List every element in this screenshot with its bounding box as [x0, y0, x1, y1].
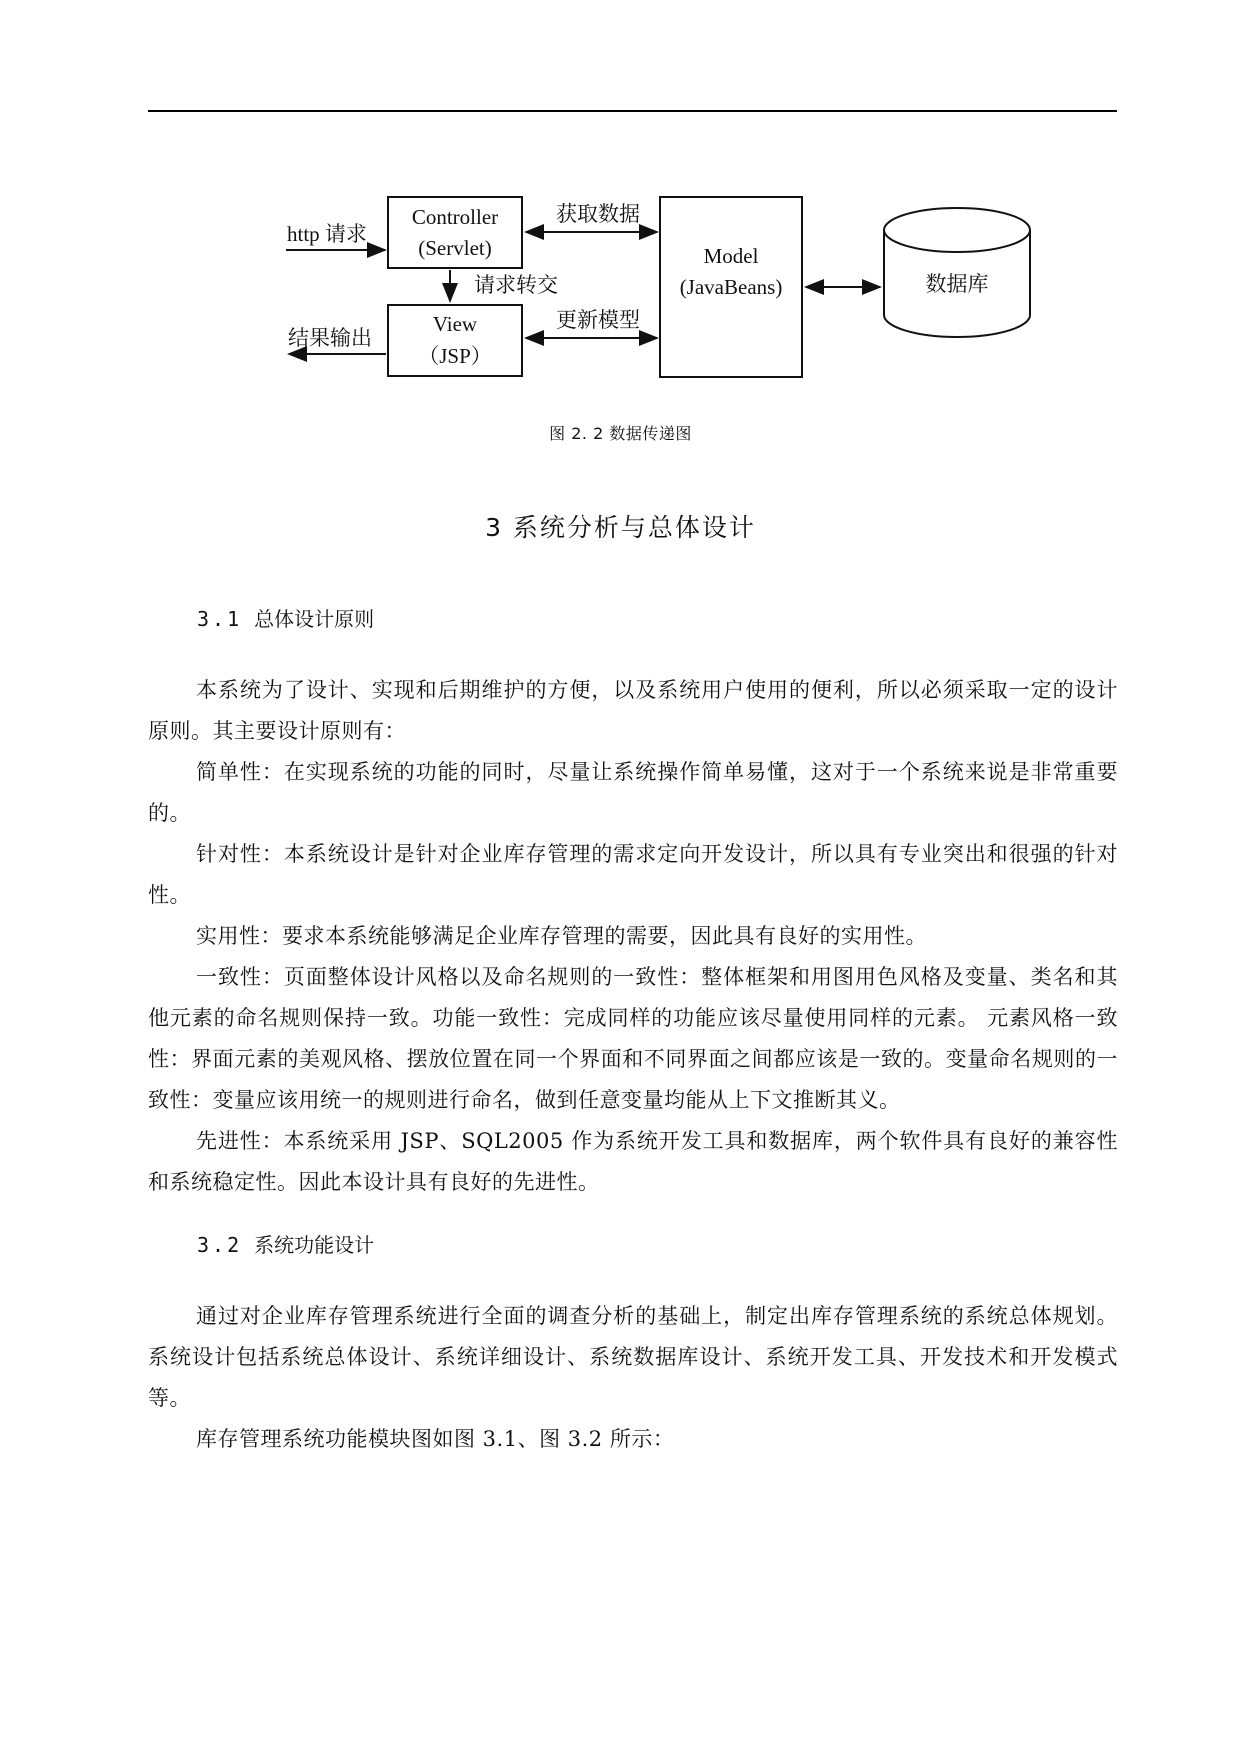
controller-sub-label: (Servlet): [418, 236, 492, 260]
section-number: 3.2: [197, 1233, 243, 1257]
get-data-label: 获取数据: [556, 202, 640, 226]
forward-request-label: 请求转交: [474, 273, 558, 297]
model-sub-label: (JavaBeans): [679, 275, 783, 299]
paragraph: 先进性：本系统采用 JSP、SQL2005 作为系统开发工具和数据库，两个软件具有良好的兼容性和系统稳定性。因此本设计具有良好的先进性。: [148, 1129, 1118, 1194]
view-label: View: [432, 312, 478, 336]
paragraph: 针对性：本系统设计是针对企业库存管理的需求定向开发设计，所以具有专业突出和很强的针对性。: [148, 842, 1118, 907]
chapter-title: 3 系统分析与总体设计: [485, 513, 756, 542]
controller-label: Controller: [411, 205, 499, 229]
section-title: 系统功能设计: [254, 1233, 375, 1257]
http-request-label: http 请求: [287, 222, 367, 246]
update-model-label: 更新模型: [556, 308, 640, 332]
paragraph: 实用性：要求本系统能够满足企业库存管理的需要，因此具有良好的实用性。: [196, 924, 927, 948]
model-label: Model: [703, 244, 759, 268]
output-result-label: 结果输出: [288, 326, 372, 350]
database-label: 数据库: [925, 272, 989, 296]
paragraph: 库存管理系统功能模块图如图 3.1、图 3.2 所示：: [196, 1427, 675, 1451]
paragraph: 本系统为了设计、实现和后期维护的方便，以及系统用户使用的便利，所以必须采取一定的设计原则。其主要设计原则有：: [148, 678, 1118, 743]
data-flow-diagram: [0, 0, 1241, 420]
section-number: 3.1: [197, 607, 243, 631]
paragraph: 简单性：在实现系统的功能的同时，尽量让系统操作简单易懂，这对于一个系统来说是非常重要的。: [148, 760, 1118, 825]
view-sub-label: （JSP）: [418, 344, 492, 368]
paragraph: 通过对企业库存管理系统进行全面的调查分析的基础上，制定出库存管理系统的系统总体规划。系统设计包括系统总体设计、系统详细设计、系统数据库设计、系统开发工具、开发技术和开发模式等。: [148, 1304, 1118, 1410]
section-heading-3-1: [197, 603, 374, 632]
section-title: 总体设计原则: [254, 607, 375, 631]
paragraph: 一致性：页面整体设计风格以及命名规则的一致性：整体框架和用图用色风格及变量、类名和其他元素的命名规则保持一致。功能一致性：完成同样的功能应该尽量使用同样的元素。 元素风格一致性：界面元素的美观风格、摆放位置在同一个界面和不同界面之间都应该是一致的。变量命名规则的一致性：变量应该用统一的规则进行命名，做到任意变量均能从上下文推断其义。: [148, 965, 1118, 1112]
section-heading-3-2: [197, 1229, 374, 1258]
figure-caption: 图 2. 2 数据传递图: [549, 424, 692, 443]
